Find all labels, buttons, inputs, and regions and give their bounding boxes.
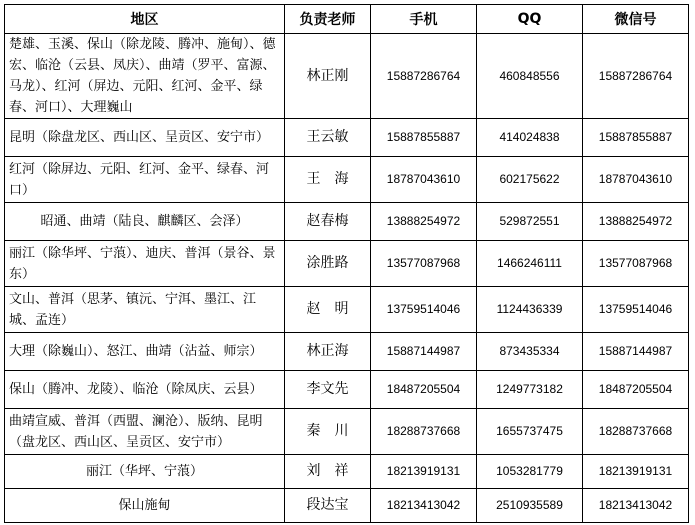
wechat-cell: 13577087968 xyxy=(583,241,689,287)
region-cell: 楚雄、玉溪、保山（除龙陵、腾冲、施甸）、德宏、临沧（云县、凤庆）、曲靖（罗平、富源、马龙）、红河（屏边、元阳、红河、金平、绿春、河口）、大理巍山 xyxy=(5,34,285,119)
teacher-cell: 赵春梅 xyxy=(285,203,371,241)
table-row xyxy=(5,119,689,157)
phone-cell: 18213413042 xyxy=(371,489,477,523)
teacher-cell: 林正刚 xyxy=(285,34,371,119)
qq-cell: 1466246111 xyxy=(477,241,583,287)
qq-cell: 1124436339 xyxy=(477,287,583,333)
qq-cell: 873435334 xyxy=(477,333,583,371)
region-cell: 大理（除巍山）、怒江、曲靖（沾益、师宗） xyxy=(5,333,285,371)
contact-table-container xyxy=(4,4,689,523)
teacher-cell: 李文先 xyxy=(285,371,371,409)
phone-cell: 18213919131 xyxy=(371,455,477,489)
phone-cell: 13577087968 xyxy=(371,241,477,287)
table-row xyxy=(5,333,689,371)
table-row xyxy=(5,157,689,203)
teacher-cell: 林正海 xyxy=(285,333,371,371)
wechat-cell: 15887286764 xyxy=(583,34,689,119)
region-cell: 丽江（除华坪、宁蒗）、迪庆、普洱（景谷、景东） xyxy=(5,241,285,287)
region-cell: 昆明（除盘龙区、西山区、呈贡区、安宁市） xyxy=(5,119,285,157)
header-qq: QQ xyxy=(477,5,583,34)
wechat-cell: 15887855887 xyxy=(583,119,689,157)
table-row xyxy=(5,455,689,489)
qq-cell: 1053281779 xyxy=(477,455,583,489)
qq-cell: 414024838 xyxy=(477,119,583,157)
phone-cell: 13888254972 xyxy=(371,203,477,241)
wechat-cell: 18288737668 xyxy=(583,409,689,455)
teacher-cell: 王 海 xyxy=(285,157,371,203)
wechat-cell: 18787043610 xyxy=(583,157,689,203)
phone-cell: 15887144987 xyxy=(371,333,477,371)
phone-cell: 15887286764 xyxy=(371,34,477,119)
wechat-cell: 13759514046 xyxy=(583,287,689,333)
wechat-cell: 13888254972 xyxy=(583,203,689,241)
teacher-contact-table xyxy=(4,4,689,523)
teacher-cell: 刘 祥 xyxy=(285,455,371,489)
qq-cell: 460848556 xyxy=(477,34,583,119)
wechat-cell: 18213413042 xyxy=(583,489,689,523)
region-cell: 丽江（华坪、宁蒗） xyxy=(5,455,285,489)
region-cell: 红河（除屏边、元阳、红河、金平、绿春、河口） xyxy=(5,157,285,203)
table-row xyxy=(5,241,689,287)
teacher-cell: 秦 川 xyxy=(285,409,371,455)
header-teacher: 负责老师 xyxy=(285,5,371,34)
header-phone: 手机 xyxy=(371,5,477,34)
wechat-cell: 15887144987 xyxy=(583,333,689,371)
qq-cell: 1249773182 xyxy=(477,371,583,409)
qq-cell: 529872551 xyxy=(477,203,583,241)
table-row xyxy=(5,371,689,409)
table-row xyxy=(5,34,689,119)
region-cell: 昭通、曲靖（陆良、麒麟区、会泽） xyxy=(5,203,285,241)
qq-cell: 2510935589 xyxy=(477,489,583,523)
phone-cell: 13759514046 xyxy=(371,287,477,333)
qq-cell: 602175622 xyxy=(477,157,583,203)
teacher-cell: 王云敏 xyxy=(285,119,371,157)
phone-cell: 15887855887 xyxy=(371,119,477,157)
header-row xyxy=(5,5,689,34)
phone-cell: 18288737668 xyxy=(371,409,477,455)
region-cell: 文山、普洱（思茅、镇沅、宁洱、墨江、江城、孟连） xyxy=(5,287,285,333)
teacher-cell: 涂胜路 xyxy=(285,241,371,287)
header-region: 地区 xyxy=(5,5,285,34)
table-row xyxy=(5,489,689,523)
qq-cell: 1655737475 xyxy=(477,409,583,455)
table-row xyxy=(5,409,689,455)
wechat-cell: 18213919131 xyxy=(583,455,689,489)
header-wechat: 微信号 xyxy=(583,5,689,34)
teacher-cell: 赵 明 xyxy=(285,287,371,333)
region-cell: 保山（腾冲、龙陵）、临沧（除凤庆、云县） xyxy=(5,371,285,409)
teacher-cell: 段达宝 xyxy=(285,489,371,523)
region-cell: 保山施甸 xyxy=(5,489,285,523)
region-cell: 曲靖宣威、普洱（西盟、澜沧）、版纳、昆明（盘龙区、西山区、呈贡区、安宁市） xyxy=(5,409,285,455)
phone-cell: 18787043610 xyxy=(371,157,477,203)
wechat-cell: 18487205504 xyxy=(583,371,689,409)
phone-cell: 18487205504 xyxy=(371,371,477,409)
table-row xyxy=(5,287,689,333)
table-row xyxy=(5,203,689,241)
